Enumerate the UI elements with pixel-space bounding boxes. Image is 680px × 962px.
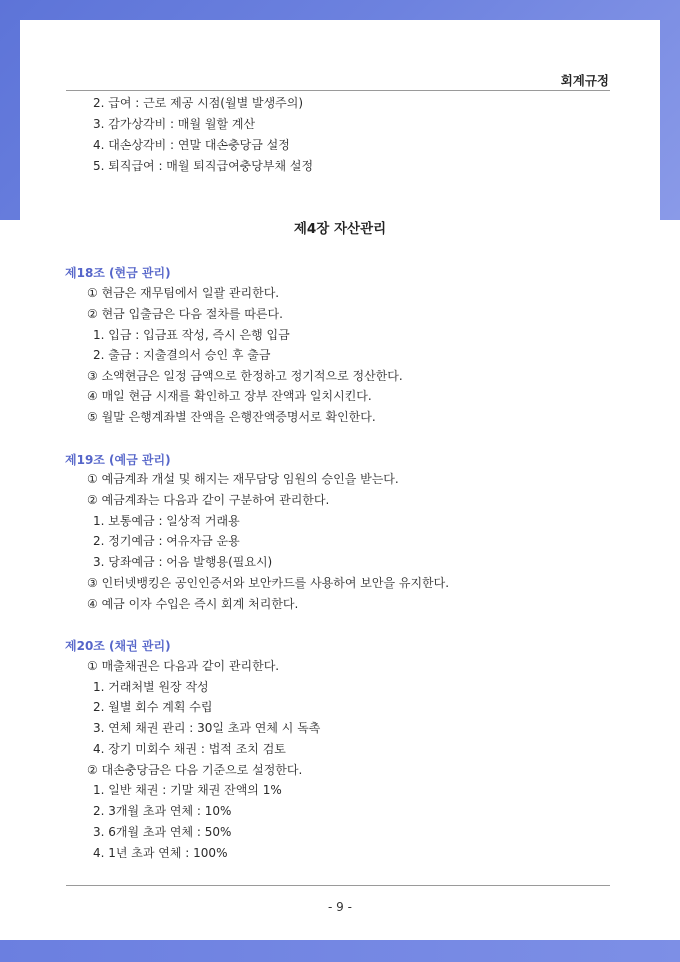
- bottom-background-band: [0, 940, 680, 962]
- sub-item: 3. 6개월 초과 연체 : 50%: [93, 825, 232, 839]
- sub-item: 4. 장기 미회수 채권 : 법적 조치 검토: [93, 742, 286, 756]
- sub-item: 1. 거래처별 원장 작성: [93, 680, 209, 694]
- clause-item: ③ 인터넷뱅킹은 공인인증서와 보안카드를 사용하여 보안을 유지한다.: [87, 576, 450, 590]
- sub-item: 3. 연체 채권 관리 : 30일 초과 연체 시 독촉: [93, 721, 321, 735]
- sub-item: 1. 보통예금 : 일상적 거래용: [93, 514, 240, 528]
- article-20-title: 제20조 (채권 관리): [65, 639, 171, 653]
- sub-item: 4. 1년 초과 연체 : 100%: [93, 846, 228, 860]
- clause-item: ④ 예금 이자 수입은 즉시 회계 처리한다.: [87, 597, 299, 611]
- list-item: 4. 대손상각비 : 연말 대손충당금 설정: [93, 138, 290, 152]
- sub-item: 2. 3개월 초과 연체 : 10%: [93, 804, 232, 818]
- header-title: 회계규정: [560, 73, 609, 88]
- clause-item: ② 예금계좌는 다음과 같이 구분하여 관리한다.: [87, 493, 330, 507]
- clause-item: ② 현금 입출금은 다음 절차를 따른다.: [87, 307, 283, 321]
- sub-item: 3. 당좌예금 : 어음 발행용(필요시): [93, 555, 273, 569]
- page-number: - 9 -: [328, 900, 352, 914]
- document-page: [20, 20, 660, 940]
- list-item: 3. 감가상각비 : 매월 월할 계산: [93, 117, 256, 131]
- chapter-title: 제4장 자산관리: [293, 221, 387, 237]
- clause-item: ④ 매일 현금 시재를 확인하고 장부 잔액과 일치시킨다.: [87, 389, 372, 403]
- sub-item: 1. 일반 채권 : 기말 채권 잔액의 1%: [93, 783, 282, 797]
- article-18-title: 제18조 (현금 관리): [65, 266, 171, 280]
- clause-item: ③ 소액현금은 일정 금액으로 한정하고 정기적으로 정산한다.: [87, 369, 403, 383]
- clause-item: ① 매출채권은 다음과 같이 관리한다.: [87, 659, 280, 673]
- clause-item: ⑤ 월말 은행계좌별 잔액을 은행잔액증명서로 확인한다.: [87, 410, 376, 424]
- sub-item: 2. 정기예금 : 여유자금 운용: [93, 534, 240, 548]
- list-item: 5. 퇴직급여 : 매월 퇴직급여충당부채 설정: [93, 159, 314, 173]
- sub-item: 2. 월별 회수 계획 수립: [93, 700, 213, 714]
- list-item: 2. 급여 : 근로 제공 시점(월별 발생주의): [93, 96, 304, 110]
- sub-item: 2. 출금 : 지출결의서 승인 후 출금: [93, 348, 271, 362]
- sub-item: 1. 입금 : 입금표 작성, 즉시 은행 입금: [93, 328, 290, 342]
- article-19-title: 제19조 (예금 관리): [65, 453, 171, 467]
- clause-item: ② 대손충당금은 다음 기준으로 설정한다.: [87, 763, 303, 777]
- clause-item: ① 현금은 재무팀에서 일괄 관리한다.: [87, 286, 280, 300]
- footer-divider: [66, 885, 610, 886]
- header-divider: [66, 90, 610, 91]
- clause-item: ① 예금계좌 개설 및 해지는 재무담당 임원의 승인을 받는다.: [87, 472, 399, 486]
